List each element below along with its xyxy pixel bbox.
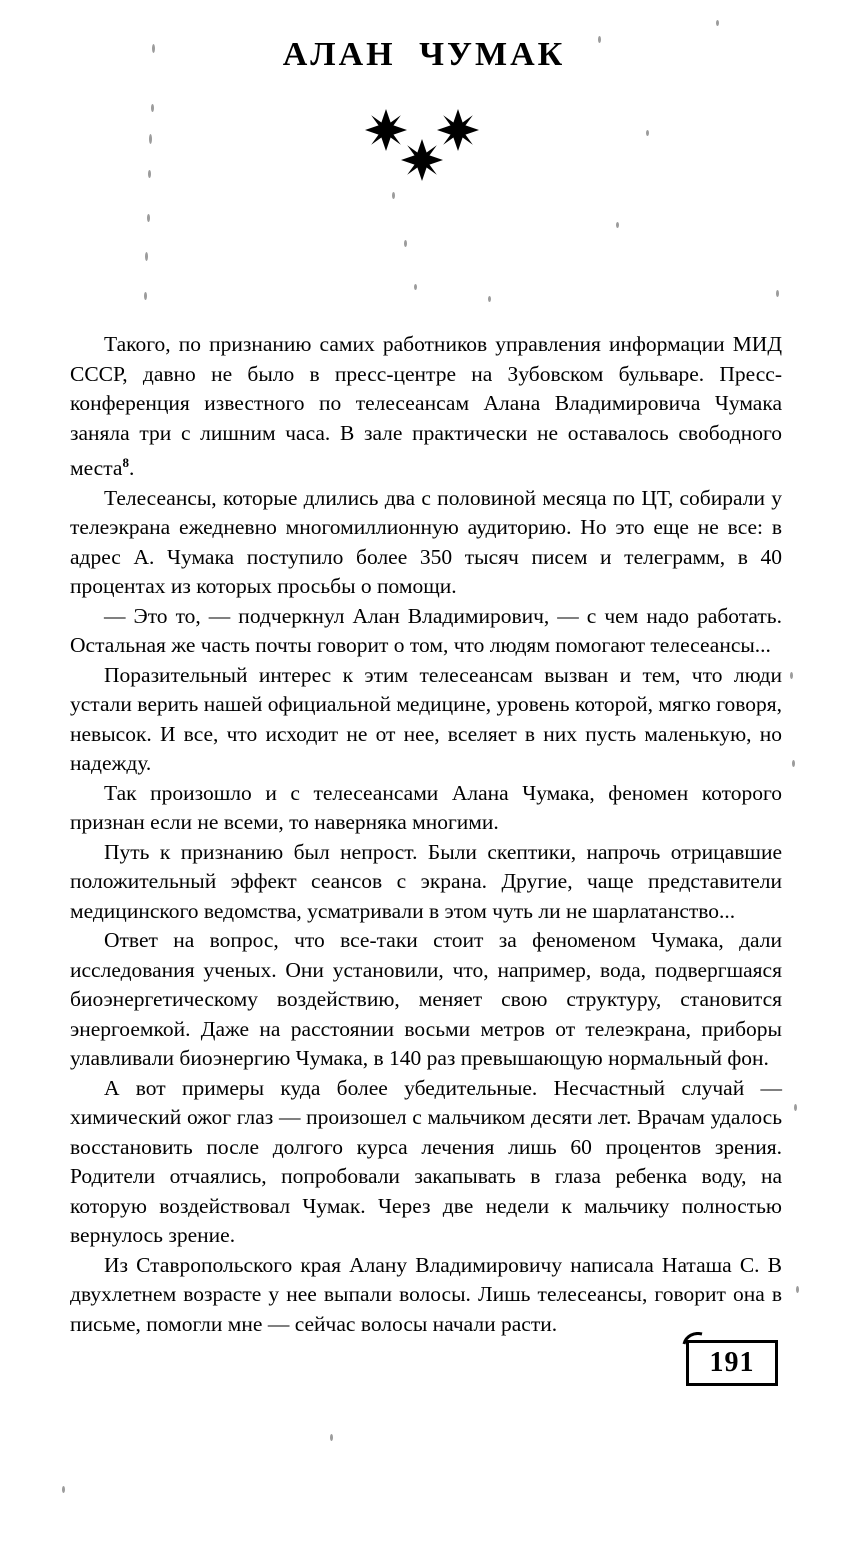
paragraph: Ответ на вопрос, что все-таки стоит за феноменом Чумака, дали исследования ученых. Они установили, что, например, вода, подвергшаяся биоэнергетическому воздействию, меняет свою структуру, становится энергоемкой. Даже на расстоянии восьми метров от телеэкрана, приборы улавливали биоэнергию Чумака, в 140 раз превышающую нормальный фон. xyxy=(70,928,782,1071)
scan-speck xyxy=(488,296,491,302)
scan-speck xyxy=(149,134,152,144)
page-number xyxy=(686,1340,778,1386)
scan-speck xyxy=(151,104,154,112)
scan-speck xyxy=(152,44,155,53)
article-body xyxy=(70,330,782,1339)
paragraph: Путь к признанию был непрост. Были скептики, напрочь отрицавшие положительный эффект сеансов с экрана. Другие, чаще представители медицинского ведомства, усматривали в этом чуть ли не шарлатанство... xyxy=(70,839,782,923)
paragraph: Из Ставропольского края Алану Владимировичу написала Наташа С. В двухлетнем возрасте у нее выпали волосы. Лишь телесеансы, говорит она в письме, помогли мне — сейчас волосы начали расти. xyxy=(70,1252,782,1336)
scan-speck xyxy=(145,252,148,261)
footnote-marker: 8 xyxy=(122,455,129,470)
page-title: АЛАН ЧУМАК xyxy=(282,36,566,73)
scan-speck xyxy=(330,1434,333,1441)
scan-speck xyxy=(147,214,150,222)
scan-speck xyxy=(792,760,795,767)
paragraph: Так произошло и с телесеансами Алана Чумака, феномен которого признан если не всеми, то наверняка многими. xyxy=(70,780,782,835)
scan-speck xyxy=(414,284,417,290)
scan-speck xyxy=(716,20,719,26)
scan-speck xyxy=(144,292,147,300)
paragraph: Телесеансы, которые длились два с половиной месяца по ЦТ, собирали у телеэкрана ежедневно многомиллионную аудиторию. Но это еще не все: в адрес А. Чумака поступило более 350 тысяч писем и телеграмм, в 40 процентах из которых просьбы о помощи. xyxy=(70,485,782,599)
scan-speck xyxy=(392,192,395,199)
scan-speck xyxy=(790,672,793,679)
scan-speck xyxy=(796,1286,799,1293)
scan-speck xyxy=(598,36,601,43)
scan-speck xyxy=(62,1486,65,1493)
scan-speck xyxy=(148,170,151,178)
scan-speck xyxy=(616,222,619,228)
three-star-ornament xyxy=(0,108,848,188)
scan-speck xyxy=(776,290,779,297)
scan-speck xyxy=(404,240,407,247)
page-number-value: 191 xyxy=(709,1347,755,1378)
paragraph: А вот примеры куда более убедительные. Несчастный случай — химический ожог глаз — произошел с мальчиком десяти лет. Врачам удалось восстановить после долгого курса лечения лишь 60 процентов зрения. Родители отчаялись, попробовали закапывать в глаза ребенка воду, на которую воздействовал Чумак. Через две недели к мальчику полностью вернулось зрение. xyxy=(70,1075,782,1248)
paragraph: Такого, по признанию самих работников управления информации МИД СССР, давно не было в пресс-центре на Зубовском бульваре. Пресс-конференция известного по телесеансам Алана Владимировича Чумака заняла три с лишним часа. В зале практически не оставалось свободного места$^8$. xyxy=(70,332,782,481)
scan-speck xyxy=(794,1104,797,1111)
scan-speck xyxy=(646,130,649,136)
paragraph: — Это то, — подчеркнул Алан Владимирович, — с чем надо работать. Остальная же часть почты говорит о том, что людям помогают телесеансы... xyxy=(70,603,782,658)
paragraph: Поразительный интерес к этим телесеансам вызван и тем, что люди устали верить нашей официальной медицине, уровень которой, мягко говоря, невысок. И все, что исходит не от нее, вселяет в них пусть маленькую, но надежду. xyxy=(70,662,782,776)
